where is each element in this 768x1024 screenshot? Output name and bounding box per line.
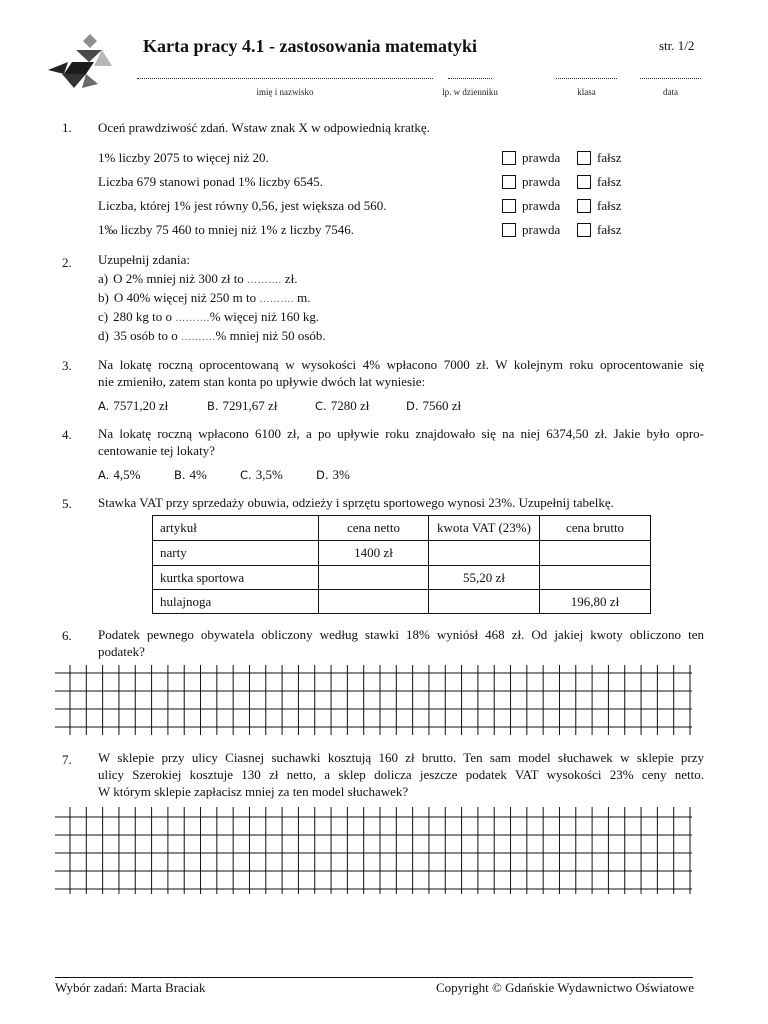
option-value: 7560 zł <box>422 398 462 413</box>
option-letter: A. <box>98 399 110 413</box>
q1-true-checkbox[interactable] <box>502 199 516 213</box>
q1-true-checkbox[interactable] <box>502 151 516 165</box>
option-value: 7291,67 zł <box>222 398 278 413</box>
q2-instruction: Uzupełnij zdania: <box>98 252 191 267</box>
q3-option-d[interactable] <box>406 397 461 415</box>
option-letter: D. <box>406 399 419 413</box>
q1-false-label: fałsz <box>597 198 622 213</box>
q1-true-label: prawda <box>522 150 561 165</box>
q2-answer-blank[interactable]: ………. <box>175 313 210 324</box>
table-row <box>153 590 651 614</box>
option-letter: C. <box>240 468 252 482</box>
q1-false-label: fałsz <box>597 222 622 237</box>
q2-item-letter: b) <box>98 290 109 305</box>
table-header-row <box>153 516 651 541</box>
option-letter: B. <box>207 399 219 413</box>
q2-item <box>98 308 704 328</box>
question-number: 3. <box>62 358 72 373</box>
footer-divider <box>55 977 693 978</box>
q1-false-checkbox[interactable] <box>577 199 591 213</box>
option-letter: B. <box>174 468 186 482</box>
option-letter: A. <box>98 468 110 482</box>
q4-option-b[interactable] <box>174 466 207 484</box>
question-number: 4. <box>62 427 72 442</box>
q2-item-letter: a) <box>98 271 109 286</box>
option-value: 4,5% <box>113 467 141 482</box>
logo-shape <box>83 34 97 48</box>
article-cell: narty <box>153 541 319 566</box>
q1-instruction: Oceń prawdziwość zdań. Wstaw znak X w odpowiednią kratkę. <box>98 120 430 135</box>
q2-item-letter: d) <box>98 328 109 343</box>
option-value: 3,5% <box>255 467 283 482</box>
q3-text-line: Na lokatę roczną oprocentowaną w wysokości 4% wpłacono 7000 zł. W kolejnym roku oprocentowanie się <box>98 357 704 372</box>
q2-answer-blank[interactable]: ………. <box>181 332 216 343</box>
q1-false-checkbox[interactable] <box>577 151 591 165</box>
table-row <box>153 541 651 566</box>
q7-text-line: ulicy Szerokiej kosztuje 130 zł netto, a sklep dolicza jeszcze podatek VAT wysokości 23% ceny netto. <box>98 767 704 782</box>
option-letter: C. <box>315 399 327 413</box>
logo-shape <box>62 74 86 88</box>
q1-true-checkbox[interactable] <box>502 175 516 189</box>
col-header-net-price: cena netto <box>319 516 429 541</box>
q2-answer-blank[interactable]: ………. <box>259 294 294 305</box>
q4-option-d[interactable] <box>316 466 350 484</box>
net-price-answer-cell[interactable] <box>319 566 429 590</box>
question-number: 6. <box>62 628 72 643</box>
q1-true-label: prawda <box>522 198 561 213</box>
answer-grid[interactable] <box>50 802 700 898</box>
q4-text-line: Na lokatę roczną wpłacono 6100 zł, a po upływie roku znajdowało się na niej 6374,50 zł. Jakie było opro- <box>98 426 704 441</box>
answer-grid[interactable] <box>50 660 700 740</box>
col-header-vat-amount: kwota VAT (23%) <box>429 516 540 541</box>
q1-true-label: prawda <box>522 174 561 189</box>
q2-item-text: % mniej niż 50 osób. <box>215 328 326 343</box>
q7-text-line: W sklepie przy ulicy Ciasnej suchawki kosztują 160 zł brutto. Ten sam model słuchawek w sklepie przy <box>98 750 704 765</box>
q1-statement: Liczba, której 1% jest równy 0,56, jest większa od 560. <box>98 198 387 213</box>
q2-item-text: 280 kg to o <box>113 309 176 324</box>
q2-item <box>98 327 704 347</box>
option-value: 3% <box>332 467 350 482</box>
table-row <box>153 566 651 590</box>
q4-text-line: centowanie tej lokaty? <box>98 443 215 458</box>
tangram-logo <box>46 32 116 92</box>
col-header-gross-price: cena brutto <box>540 516 651 541</box>
gross-price-answer-cell[interactable] <box>540 566 651 590</box>
gross-price-cell: 196,80 zł <box>540 590 651 614</box>
article-cell: kurtka sportowa <box>153 566 319 590</box>
register-number-field-label: lp. w dzienniku <box>442 87 498 97</box>
vat-amount-cell: 55,20 zł <box>429 566 540 590</box>
question-number: 7. <box>62 752 72 767</box>
q2-item-text: O 40% więcej niż 250 m to <box>113 290 260 305</box>
q1-true-checkbox[interactable] <box>502 223 516 237</box>
vat-table <box>152 515 651 614</box>
q1-false-label: fałsz <box>597 150 622 165</box>
q4-option-a[interactable] <box>98 466 140 484</box>
vat-amount-answer-cell[interactable] <box>429 541 540 566</box>
q2-item <box>98 289 704 309</box>
q3-option-c[interactable] <box>315 397 369 415</box>
footer-author: Wybór zadań: Marta Braciak <box>55 980 206 995</box>
q1-statement: Liczba 679 stanowi ponad 1% liczby 6545. <box>98 174 323 189</box>
q5-instruction: Stawka VAT przy sprzedaży obuwia, odzieży i sprzętu sportowego wynosi 23%. Uzupełnij tabelkę. <box>98 495 614 510</box>
date-field[interactable] <box>640 78 701 79</box>
q4-option-c[interactable] <box>240 466 283 484</box>
q6-text-line: Podatek pewnego obywatela obliczony według stawki 18% wyniósł 468 zł. Od jakiej kwoty obliczono ten <box>98 627 704 642</box>
q1-false-checkbox[interactable] <box>577 175 591 189</box>
option-value: 7571,20 zł <box>113 398 169 413</box>
q3-option-a[interactable] <box>98 397 168 415</box>
question-number: 2. <box>62 255 72 270</box>
gross-price-answer-cell[interactable] <box>540 541 651 566</box>
page-number: str. 1/2 <box>659 38 695 53</box>
q1-statement: 1% liczby 2075 to więcej niż 20. <box>98 150 269 165</box>
q3-option-b[interactable] <box>207 397 277 415</box>
vat-amount-answer-cell[interactable] <box>429 590 540 614</box>
logo-shape <box>82 74 98 88</box>
q3-text-line: nie zmieniło, zatem stan konta po upływie dwóch lat wyniesie: <box>98 374 426 389</box>
q1-statement: 1‰ liczby 75 460 to mniej niż 1% z liczby 7546. <box>98 222 354 237</box>
q2-item-text: O 2% mniej niż 300 zł to <box>113 271 248 286</box>
q1-false-checkbox[interactable] <box>577 223 591 237</box>
q6-text-line: podatek? <box>98 644 145 659</box>
article-cell: hulajnoga <box>153 590 319 614</box>
name-field-label: imię i nazwisko <box>256 87 314 97</box>
question-number: 5. <box>62 496 72 511</box>
worksheet-title: Karta pracy 4.1 - zastosowania matematyki <box>143 36 477 56</box>
class-field[interactable] <box>556 78 617 79</box>
col-header-article: artykuł <box>153 516 319 541</box>
logo-shape <box>48 62 68 74</box>
q1-true-label: prawda <box>522 222 561 237</box>
net-price-answer-cell[interactable] <box>319 590 429 614</box>
question-number: 1. <box>62 120 72 135</box>
option-value: 4% <box>189 467 207 482</box>
q1-false-label: fałsz <box>597 174 622 189</box>
q2-item-text: m. <box>293 290 311 305</box>
q2-item-text: zł. <box>281 271 298 286</box>
q2-answer-blank[interactable]: ………. <box>247 275 282 286</box>
net-price-cell: 1400 zł <box>319 541 429 566</box>
name-field[interactable] <box>137 78 433 79</box>
q2-item-text: 35 osób to o <box>113 328 182 343</box>
date-field-label: data <box>663 87 678 97</box>
q2-item <box>98 270 704 290</box>
q7-text-line: W którym sklepie zapłacisz mniej za ten model słuchawek? <box>98 784 409 799</box>
logo-shape <box>64 62 94 74</box>
register-number-field[interactable] <box>448 78 492 79</box>
footer-copyright: Copyright © Gdańskie Wydawnictwo Oświatowe <box>436 980 694 995</box>
q2-item-letter: c) <box>98 309 109 324</box>
option-letter: D. <box>316 468 329 482</box>
option-value: 7280 zł <box>330 398 370 413</box>
class-field-label: klasa <box>577 87 596 97</box>
q2-item-text: % więcej niż 160 kg. <box>209 309 320 324</box>
